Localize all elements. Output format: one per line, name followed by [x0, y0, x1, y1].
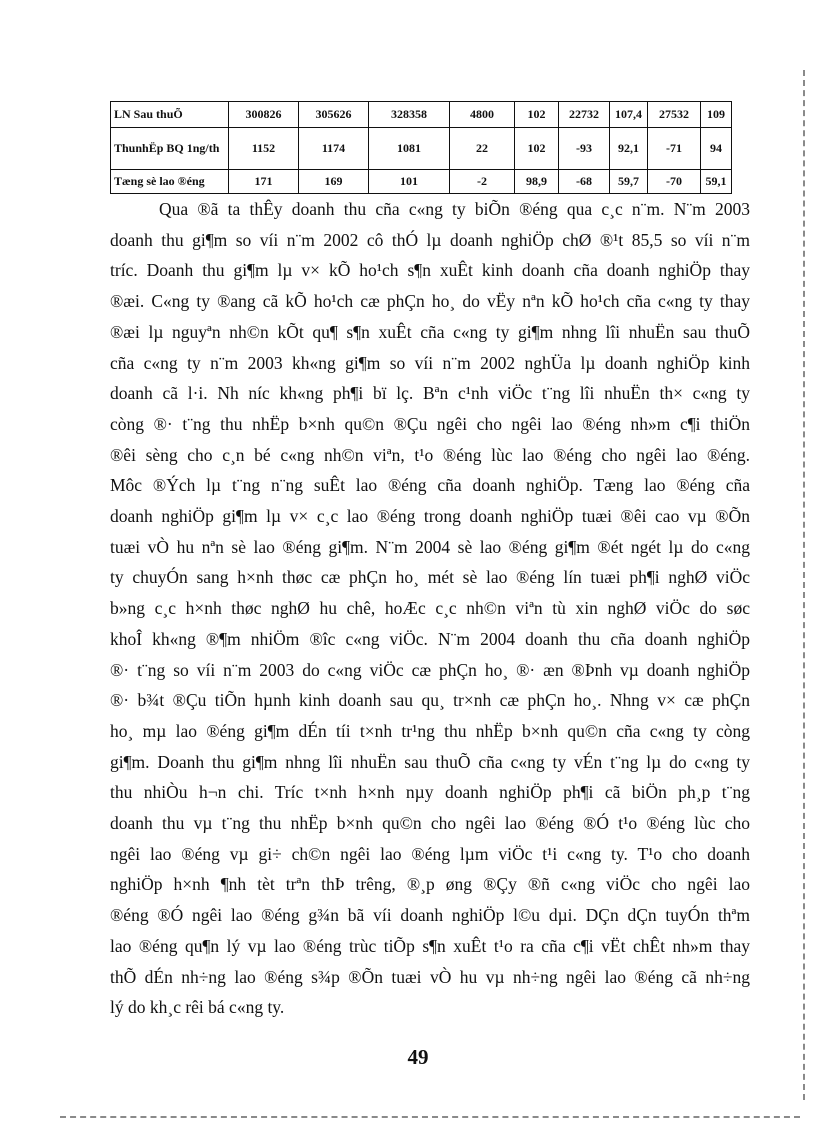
table-row-label: ThunhËp BQ 1ng/th — [111, 128, 229, 170]
table-cell: 328358 — [369, 102, 450, 128]
table-cell: 109 — [701, 102, 732, 128]
paragraph-line: ®æi lµ nguyªn nh©n kÕt qu¶ s¶n xuÊt cña c«ng ty gi¶m nhng lîi nhuËn sau thuÕ — [110, 321, 750, 342]
paragraph-line: ho¸ mµ lao ®éng gi¶m dÉn tíi t×nh tr¹ng thu nhËp b×nh qu©n cña c«ng ty còng — [110, 720, 750, 741]
paragraph-line: Qua ®ã ta thÊy doanh thu cña c«ng ty biÕn ®éng qua c¸c n¨m. N¨m 2003 — [159, 199, 750, 219]
paragraph-line: ty chuyÓn sang h×nh thøc cæ phÇn ho¸ mét sè lao ®éng lín tuæi ph¶i nghØ viÖc — [110, 567, 750, 588]
paragraph-line: nghiÖp h×nh ¶nh tèt trªn thÞ trêng, ®¸p øng ®Çy ®ñ c«ng viÖc cho ngêi lao — [110, 874, 750, 895]
paragraph-line: thu nhiÒu h¬n chi. Tríc t×nh h×nh nµy doanh nghiÖp ph¶i cã biÖn ph¸p t¨ng — [110, 782, 750, 803]
table-cell: -68 — [559, 170, 610, 194]
paragraph-line: ®æi. C«ng ty ®ang cã kÕ ho¹ch cæ phÇn ho¸ do vËy nªn kÕ ho¹ch cña c«ng ty thay — [110, 291, 750, 312]
table-cell: 1152 — [229, 128, 299, 170]
paragraph-line: còng ®· t¨ng thu nhËp b×nh qu©n ®Çu ngêi cho ngêi lao ®éng nh»m c¶i thiÖn — [110, 413, 750, 434]
paragraph-line: doanh thu vµ t¨ng thu nhËp b×nh qu©n cho ngêi lao ®éng ®Ó t¹o ®éng lùc cho — [110, 813, 750, 834]
table-cell: -2 — [450, 170, 515, 194]
paragraph-line: thÕ dÉn nh÷ng lao ®éng s¾p ®Õn tuæi vÒ hu vµ nh÷ng ngêi lao ®éng cã nh÷ng — [110, 966, 750, 987]
table-row — [111, 102, 732, 128]
paragraph-line: doanh cã l·i. Nh níc kh«ng ph¶i bï lç. Bªn c¹nh viÖc t¨ng lîi nhuËn th× c«ng ty — [110, 383, 750, 404]
paragraph-line: Môc ®Ých lµ t¨ng n¨ng suÊt lao ®éng cña doanh nghiÖp. Tæng lao ®éng cña — [110, 475, 750, 496]
table-cell: 102 — [515, 102, 559, 128]
table-cell: 4800 — [450, 102, 515, 128]
paragraph-line: khoÎ kh«ng ®¶m nhiÖm ®îc c«ng viÖc. N¨m 2004 doanh thu cña doanh nghiÖp — [110, 628, 750, 649]
table-cell: -93 — [559, 128, 610, 170]
table-cell: -71 — [648, 128, 701, 170]
paragraph-line: ®éng ®Ó ngêi lao ®éng g¾n bã víi doanh nghiÖp l©u dµi. DÇn dÇn tuyÓn thªm — [110, 905, 750, 926]
paragraph-line: ®êi sèng cho c¸n bé c«ng nh©n viªn, t¹o ®éng lùc lao ®éng cho ngêi lao ®éng. — [110, 444, 750, 465]
data-table — [110, 101, 732, 194]
table-row — [111, 170, 732, 194]
table-cell: 22732 — [559, 102, 610, 128]
table-cell: 59,7 — [610, 170, 648, 194]
data-table-body — [111, 102, 732, 194]
table-row-label: LN Sau thuÕ — [111, 102, 229, 128]
paragraph-line: ®· t¨ng so víi n¨m 2003 do c«ng viÖc cæ phÇn ho¸ ®· æn ®Þnh vµ doanh nghiÖp — [110, 659, 750, 680]
table-cell: 98,9 — [515, 170, 559, 194]
table-cell: -70 — [648, 170, 701, 194]
paragraph-line: tuæi vÒ hu nªn sè lao ®éng gi¶m. N¨m 2004 sè lao ®éng gi¶m ®ét ngét lµ do c«ng — [110, 536, 750, 557]
paragraph-line: cña c«ng ty n¨m 2003 kh«ng gi¶m so víi n¨m 2002 nghÜa lµ doanh nghiÖp kinh — [110, 352, 750, 373]
paragraph-line: doanh nghiÖp gi¶m lµ v× c¸c lao ®éng trong doanh nghiÖp tuæi ®êi cao vµ ®Õn — [110, 506, 750, 527]
table-cell: 1174 — [299, 128, 369, 170]
table-cell: 1081 — [369, 128, 450, 170]
table-cell: 102 — [515, 128, 559, 170]
page-edge-dashed-line-bottom — [60, 1116, 800, 1118]
table-cell: 305626 — [299, 102, 369, 128]
table-cell: 169 — [299, 170, 369, 194]
paragraph-line: ®· b¾t ®Çu tiÕn hµnh kinh doanh sau qu¸ tr×nh cæ phÇn ho¸. Nhng v× cæ phÇn — [110, 690, 750, 711]
table-cell: 59,1 — [701, 170, 732, 194]
paragraph-line: gi¶m. Doanh thu gi¶m nhng lîi nhuËn sau thuÕ cña c«ng ty vÉn t¨ng lµ do c«ng ty — [110, 751, 750, 772]
paragraph-line: lý do kh¸c rêi bá c«ng ty. — [110, 997, 285, 1018]
table-cell: 22 — [450, 128, 515, 170]
paragraph-line: ngêi lao ®éng vµ gi÷ ch©n ngêi lao ®éng lµm viÖc t¹i c«ng ty. T¹o cho doanh — [110, 843, 750, 864]
table-cell: 92,1 — [610, 128, 648, 170]
table-cell: 300826 — [229, 102, 299, 128]
table-cell: 101 — [369, 170, 450, 194]
table-cell: 94 — [701, 128, 732, 170]
page-edge-dashed-line-right — [803, 70, 805, 1100]
paragraph-line: tríc. Doanh thu gi¶m lµ v× kÕ ho¹ch s¶n xuÊt kinh doanh cña doanh nghiÖp thay — [110, 260, 750, 281]
table-cell: 107,4 — [610, 102, 648, 128]
table-row-label: Tæng sè lao ®éng — [111, 170, 229, 194]
paragraph-line: b»ng c¸c h×nh thøc nghØ hu chê, hoÆc c¸c nh©n viªn tù xin nghØ viÖc do søc — [110, 598, 750, 619]
body-paragraph — [110, 194, 750, 1023]
table-row — [111, 128, 732, 170]
table-cell: 171 — [229, 170, 299, 194]
paragraph-line: lao ®éng qu¶n lý vµ lao ®éng trùc tiÕp s¶n xuÊt t¹o ra cña c¶i vËt chÊt nh»m thay — [110, 935, 750, 956]
paragraph-line: doanh thu gi¶m so víi n¨m 2002 cô thÓ lµ doanh nghiÖp chØ ®¹t 85,5 so víi n¨m — [110, 229, 750, 250]
page-number: 49 — [407, 1045, 429, 1069]
table-cell: 27532 — [648, 102, 701, 128]
